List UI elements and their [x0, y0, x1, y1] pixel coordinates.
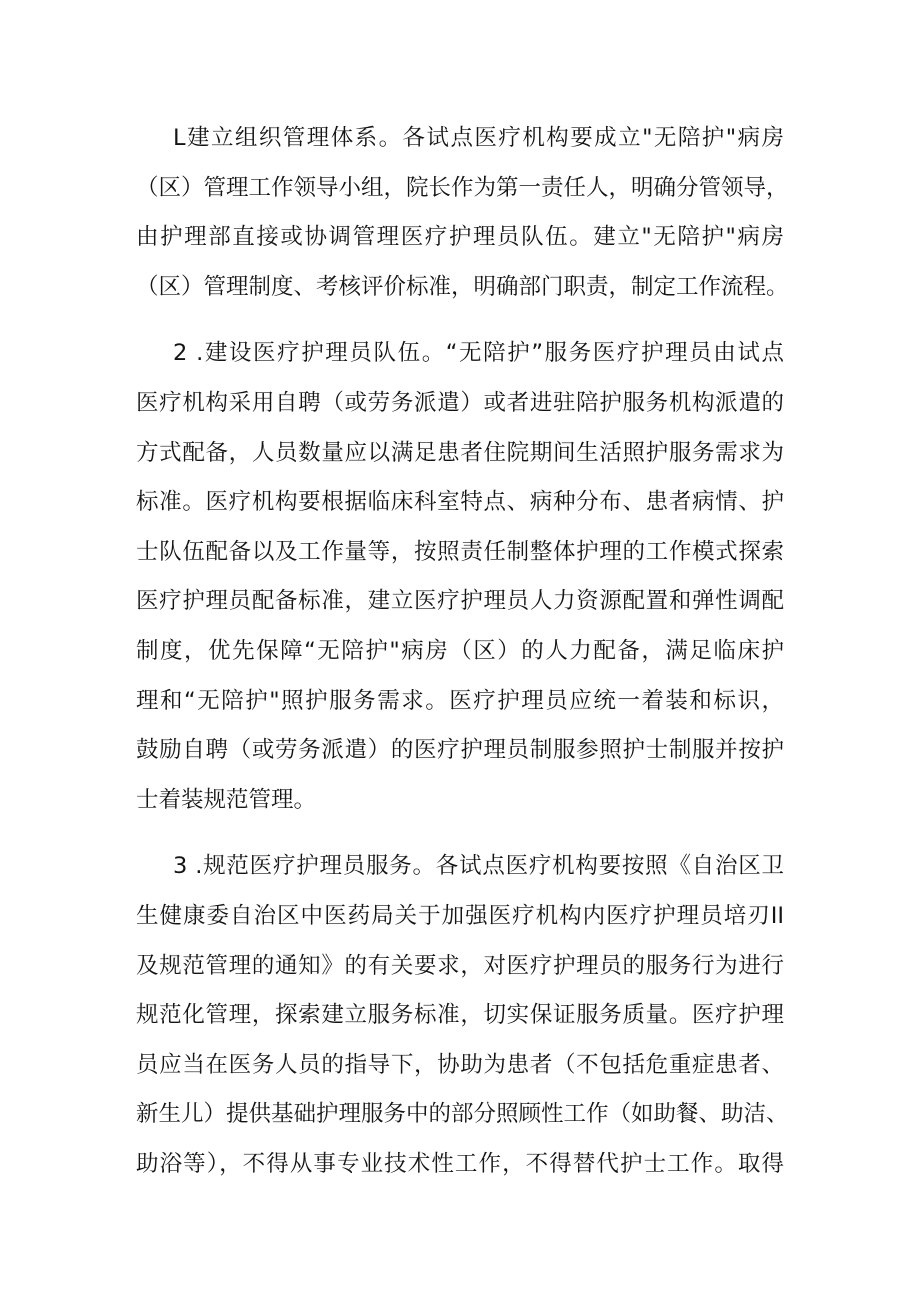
paragraph-line: 由护理部直接或协调管理医疗护理员队伍。建立"无陪护"病房: [136, 224, 784, 251]
paragraph-line: 方式配备，人员数量应以满足患者住院期间生活照护服务需求为: [136, 439, 784, 466]
paragraph-line: （区）管理制度、考核评价标准，明确部门职责，制定工作流程。: [136, 273, 789, 300]
paragraph-line: （区）管理工作领导小组，院长作为第一责任人，明确分管领导，: [136, 174, 789, 201]
paragraph-line: 医疗机构采用自聘（或劳务派遣）或者进驻陪护服务机构派遣的: [136, 389, 784, 416]
paragraph-line: 士着装规范管理。: [136, 786, 317, 813]
paragraph-2: [136, 329, 784, 825]
paragraph-line: 士队伍配备以及工作量等，按照责任制整体护理的工作模式探索: [136, 538, 784, 565]
paragraph-line: 2 .建设医疗护理员队伍。“无陪护”服务医疗护理员由试点: [173, 340, 784, 367]
paragraph-line: 助浴等），不得从事专业技术性工作，不得替代护士工作。取得: [136, 1150, 784, 1177]
paragraph-line: 医疗护理员配备标准，建立医疗护理员人力资源配置和弹性调配: [136, 588, 784, 615]
paragraph-3: [136, 842, 789, 1189]
paragraph-line: 及规范管理的通知》的有关要求，对医疗护理员的服务行为进行: [136, 952, 784, 979]
paragraph-line: L建立组织管理体系。各试点医疗机构要成立"无陪护"病房: [173, 125, 784, 151]
paragraph-line: 鼓励自聘（或劳务派遣）的医疗护理员制服参照护士制服并按护: [136, 737, 784, 764]
paragraph-line: 生健康委自治区中医药局关于加强医疗机构内医疗护理员培刃II: [136, 902, 784, 929]
paragraph-line: 3 .规范医疗护理员服务。各试点医疗机构要按照《自治区卫: [173, 853, 784, 880]
paragraph-line: 标准。医疗机构要根据临床科室特点、病种分布、患者病情、护: [136, 489, 784, 516]
paragraph-line: 规范化管理，探索建立服务标准，切实保证服务质量。医疗护理: [136, 1002, 784, 1029]
paragraph-line: 制度，优先保障“无陪护"病房（区）的人力配备，满足临床护: [136, 637, 784, 664]
paragraph-line: 员应当在医务人员的指导下，协助为患者（不包括危重症患者、: [136, 1051, 784, 1078]
paragraph-line: 新生儿）提供基础护理服务中的部分照顾性工作（如助餐、助洁、: [136, 1101, 789, 1128]
paragraph-1: [136, 114, 789, 312]
paragraph-line: 理和“无陪护"照护服务需求。医疗护理员应统一着装和标识，: [136, 687, 784, 714]
document-body: [136, 114, 789, 1189]
